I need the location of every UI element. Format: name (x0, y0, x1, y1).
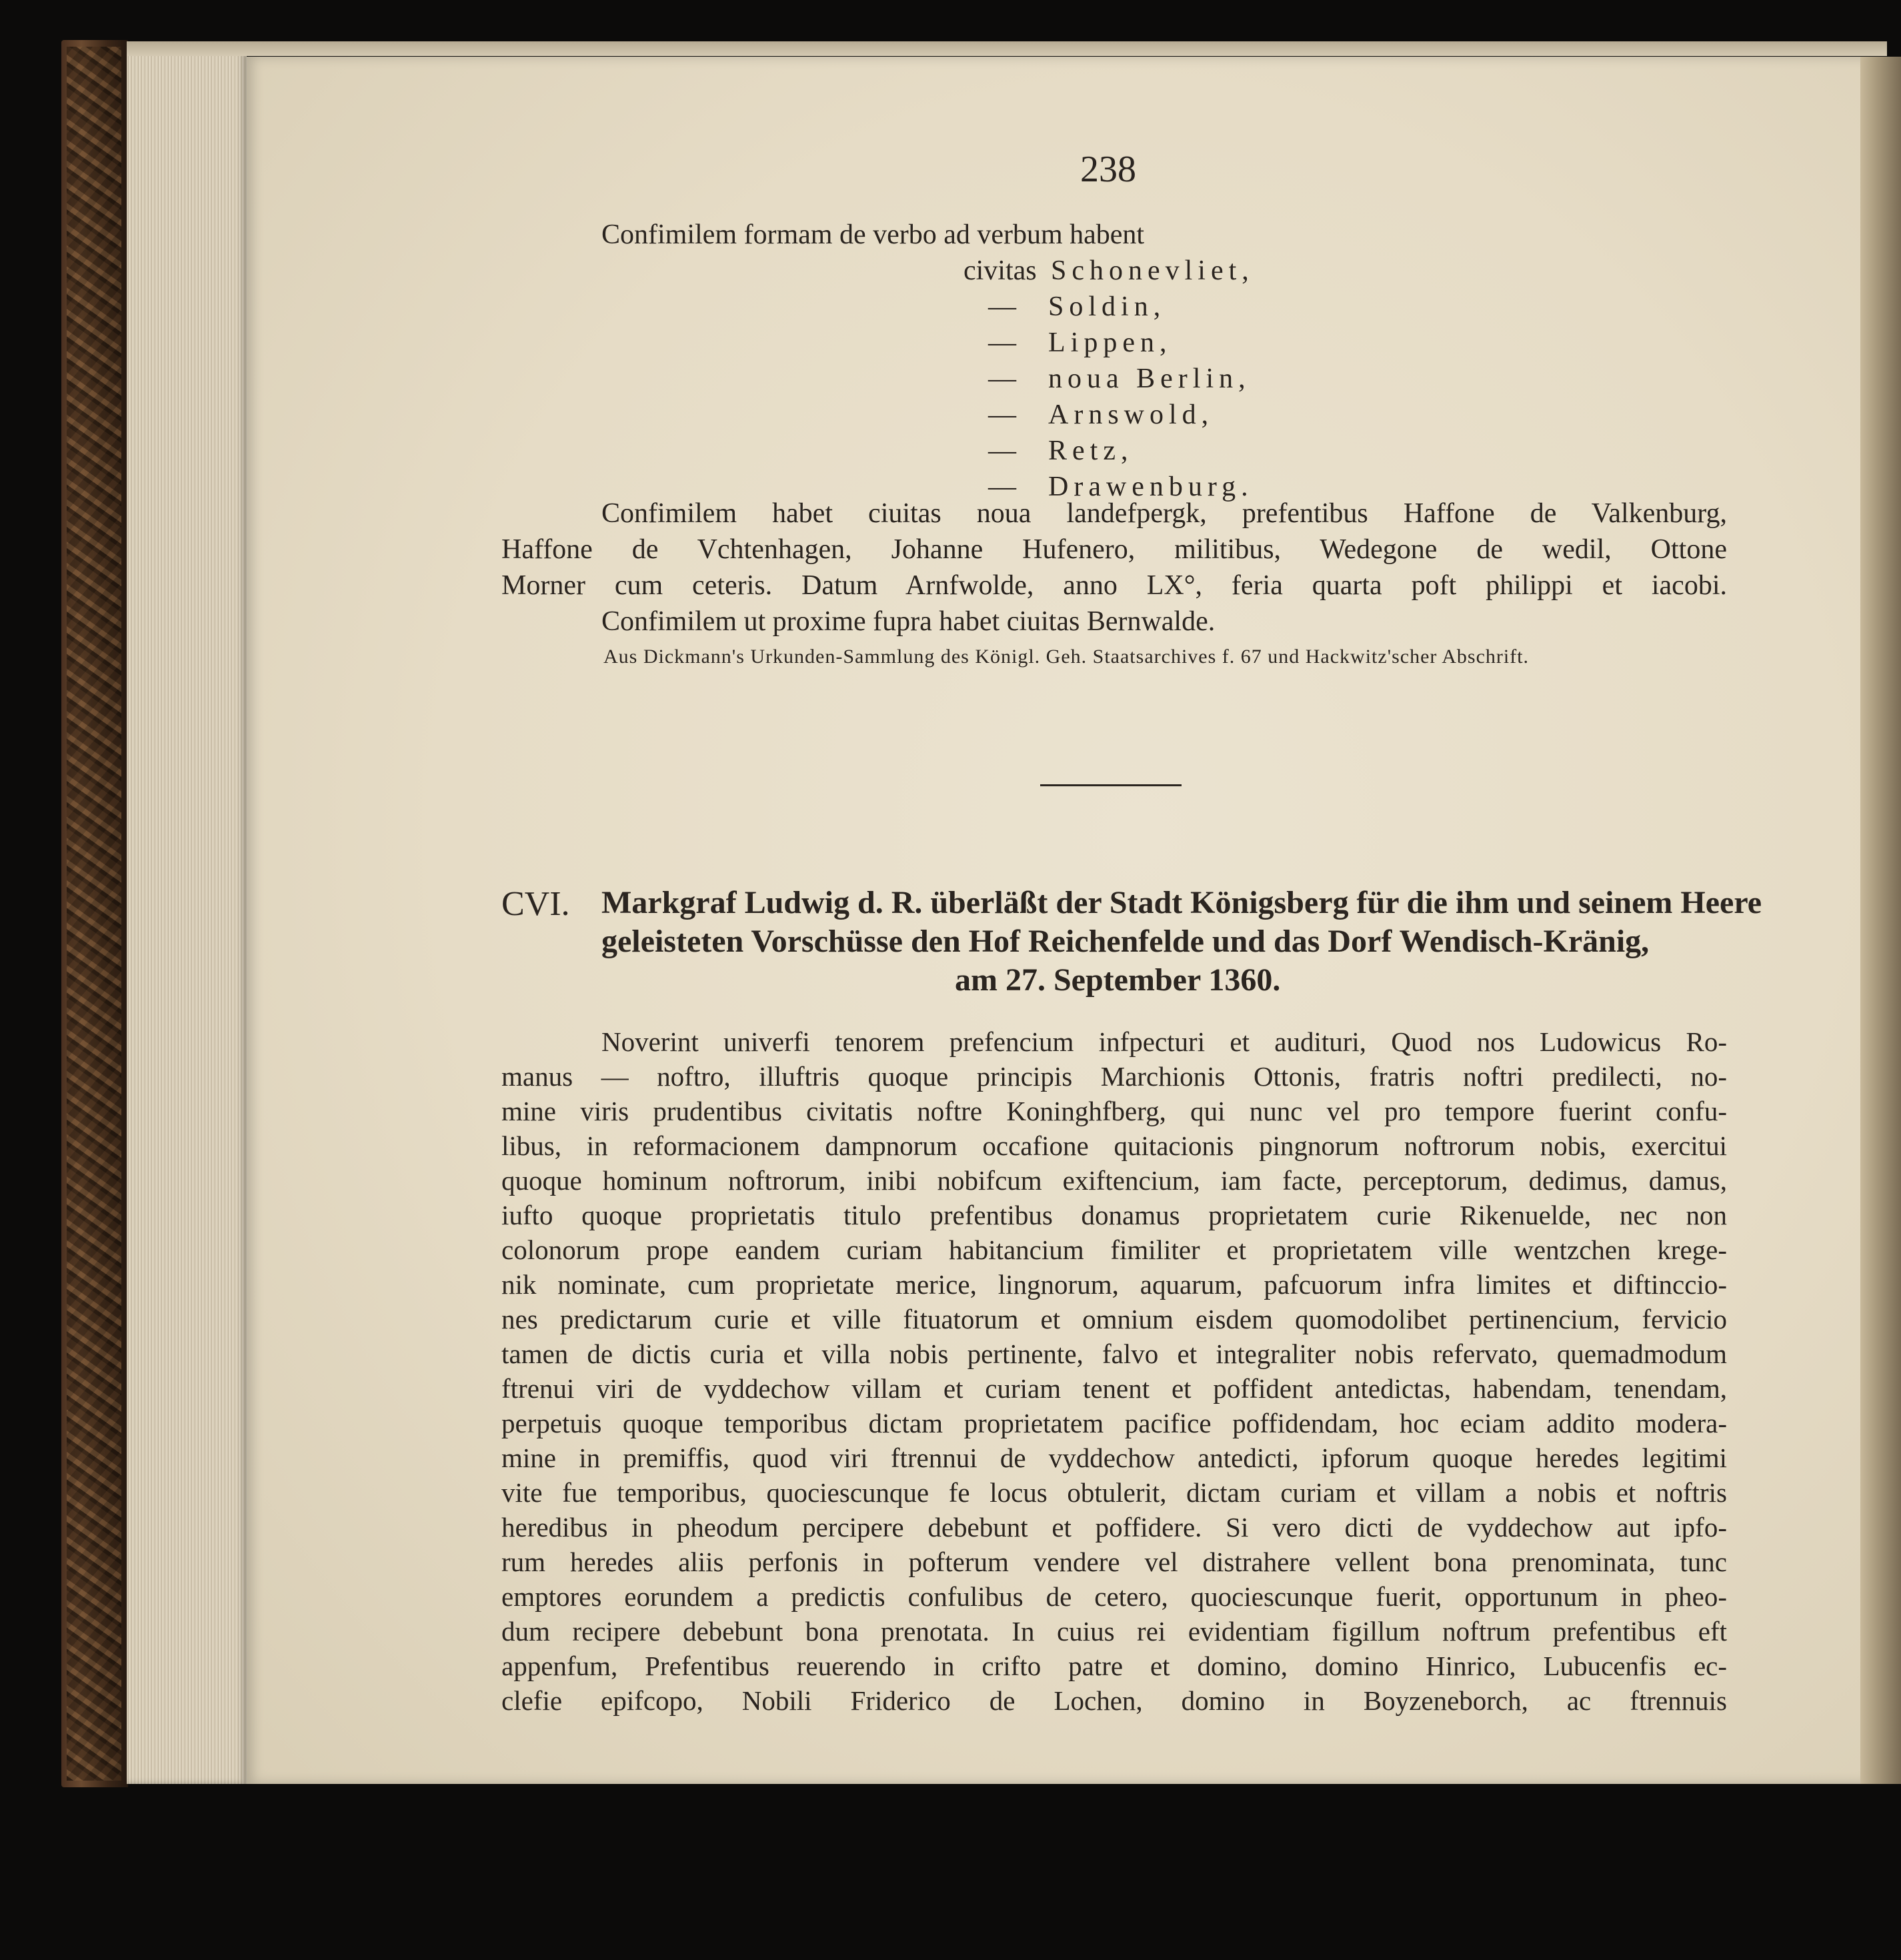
section-divider (1040, 784, 1182, 786)
paragraph-line: Confimilem habet ciuitas noua landefpergk, prefentibus Haffone de Valkenburg, (601, 498, 1727, 529)
city-name: Drawenburg. (1048, 471, 1254, 502)
dash: — (988, 291, 1016, 322)
city-name: Schonevliet, (1051, 255, 1254, 286)
document-heading-line: am 27. September 1360. (955, 962, 1281, 998)
city-name: Soldin, (1048, 291, 1166, 322)
dash: — (988, 363, 1016, 394)
body-text-line: perpetuis quoque temporibus dictam proprietatem pacifice poffidendam, hoc eciam addito modera- (501, 1408, 1727, 1438)
city-list-item (988, 399, 1214, 431)
document-heading-line: Markgraf Ludwig d. R. überläßt der Stadt Königsberg für die ihm und seinem Heere (601, 885, 1762, 920)
city-name: Lippen, (1048, 327, 1172, 358)
body-text-line: libus, in reformacionem dampnorum occafione quitacionis pingnorum noftrorum nobis, exercitui (501, 1130, 1727, 1161)
body-text-line: nes predictarum curie et ville fituatorum et omnium eisdem quomodolibet pertinencium, fervicio (501, 1304, 1727, 1334)
body-text-line: Noverint univerfi tenorem prefencium infpecturi et audituri, Quod nos Ludowicus Ro- (601, 1026, 1727, 1057)
dash: — (988, 471, 1016, 502)
body-text-line: emptores eorundem a predictis confulibus de cetero, quociescunque fuerit, opportunum in pheo- (501, 1581, 1727, 1612)
body-text-line: tamen de dictis curia et villa nobis pertinente, falvo et integraliter nobis refervato, quemadmodum (501, 1338, 1727, 1369)
city-name: Retz, (1048, 435, 1134, 466)
city-name: Arnswold, (1048, 399, 1214, 430)
city-list-item (988, 291, 1166, 323)
page-right-edge (1860, 57, 1901, 1784)
city-list-item (988, 327, 1172, 359)
body-text-line: heredibus in pheodum percipere debebunt et poffidere. Si vero dicti de vyddechow aut ipfo- (501, 1512, 1727, 1543)
city-name: noua Berlin, (1048, 363, 1251, 394)
page-number: 238 (1080, 149, 1136, 190)
paragraph-line: Confimilem ut proxime fupra habet ciuitas Bernwalde. (601, 606, 1216, 637)
source-note: Aus Dickmann's Urkunden-Sammlung des Königl. Geh. Staatsarchives f. 67 und Hackwitz'scher Abschrift. (603, 646, 1530, 668)
body-text-line: dum recipere debebunt bona prenotata. In cuius rei evidentiam figillum noftrum prefentibus eft (501, 1616, 1727, 1647)
dash: — (988, 327, 1016, 358)
page-top-edge (127, 41, 1887, 56)
dash: — (988, 435, 1016, 466)
marbled-edge (67, 47, 121, 1781)
document-heading-line: geleisteten Vorschüsse den Hof Reichenfelde und das Dorf Wendisch-Kränig, (601, 924, 1650, 959)
body-text-line: quoque hominum noftrorum, inibi nobifcum exiftencium, iam facte, perceptorum, dedimus, damus, (501, 1165, 1727, 1196)
paragraph-line: Morner cum ceteris. Datum Arnfwolde, anno LX°, feria quarta poft philippi et iacobi. (501, 570, 1727, 601)
body-text-line: appenfum, Prefentibus reuerendo in crifto patre et domino, domino Hinrico, Lubucenfis ec- (501, 1651, 1727, 1681)
body-text-line: nik nominate, cum proprietate merice, lingnorum, aquarum, pafcuorum infra limites et diftinccio- (501, 1269, 1727, 1300)
body-text-line: mine viris prudentibus civitatis noftre Koninghfberg, qui nunc vel pro tempore fuerint confu- (501, 1096, 1727, 1126)
city-list-item (1051, 255, 1254, 287)
body-text-line: clefie epifcopo, Nobili Friderico de Lochen, domino in Boyzeneborch, ac ftrennuis (501, 1685, 1727, 1716)
intro-line: Confimilem formam de verbo ad verbum habent (601, 219, 1145, 250)
body-text-line: iufto quoque proprietatis titulo prefentibus donamus proprietatem curie Rikenuelde, nec non (501, 1200, 1727, 1230)
document-number: CVI. (501, 885, 570, 923)
paragraph-line: Haffone de Vchtenhagen, Johanne Hufenero, militibus, Wedegone de wedil, Ottone (501, 534, 1727, 565)
body-text-line: manus — noftro, illuftris quoque principis Marchionis Ottonis, fratris noftri predilecti, no- (501, 1061, 1727, 1092)
body-text-line: vite fue temporibus, quociescunque fe locus obtulerit, dictam curiam et villam a nobis et noftris (501, 1477, 1727, 1508)
dash: — (988, 399, 1016, 430)
city-list-item (988, 435, 1133, 467)
page-stack (127, 50, 247, 1784)
city-list-item (988, 363, 1251, 395)
civitas-label: civitas (964, 255, 1037, 286)
body-text-line: colonorum prope eandem curiam habitancium fimiliter et proprietatem ville wentzchen krege- (501, 1234, 1727, 1265)
body-text-line: ftrenui viri de vyddechow villam et curiam tenent et poffident antedictas, habendam, tenendam, (501, 1373, 1727, 1404)
body-text-line: rum heredes aliis perfonis in pofterum vendere vel distrahere vellent bona prenominata, tunc (501, 1547, 1727, 1577)
body-text-line: mine in premiffis, quod viri ftrennui de vyddechow antedicti, ipforum quoque heredes legitimi (501, 1442, 1727, 1473)
